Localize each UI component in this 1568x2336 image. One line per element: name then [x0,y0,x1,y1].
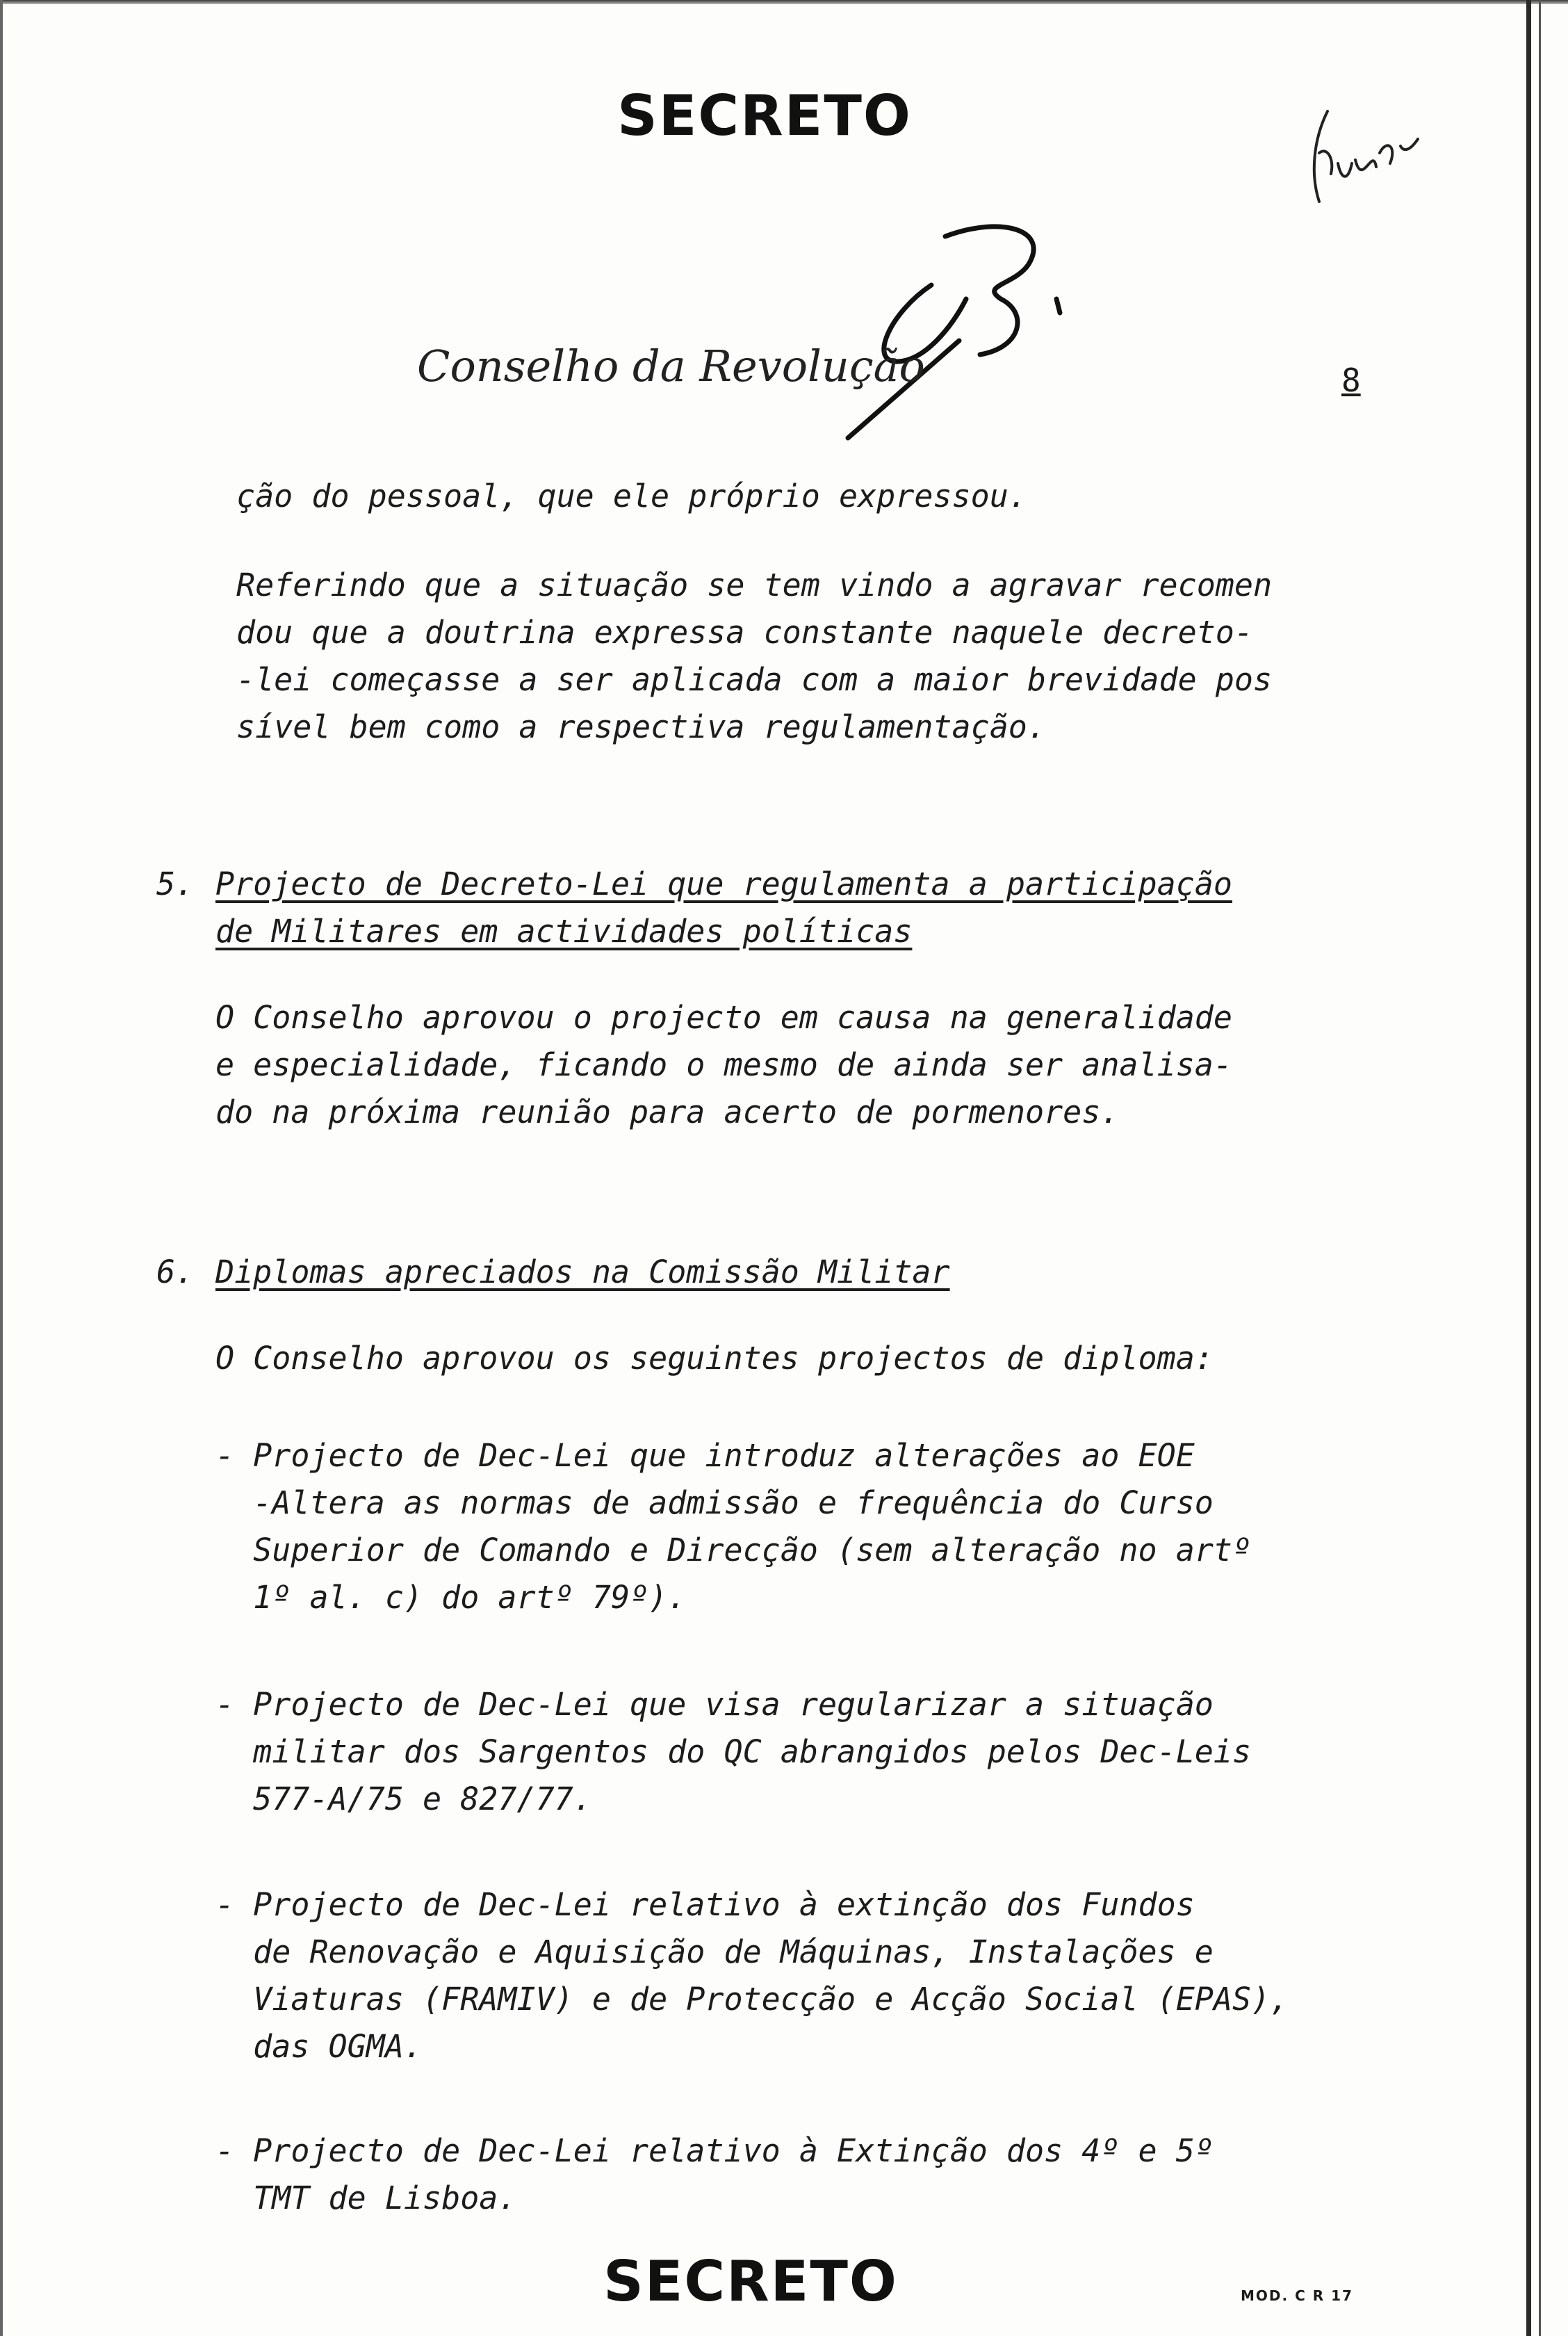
scan-edge-right-thin [1539,0,1541,2336]
scan-edge-top [0,0,1568,4]
scan-edge-left [0,0,3,2336]
item-title: Diplomas apreciados na Comissão Militar [215,1254,950,1290]
paragraph-line: -lei começasse a ser aplicada com a maior brevidade pos [236,661,1273,698]
item-number: 5. [156,866,195,902]
bullet-line: Superior de Comando e Direcção (sem alteração no artº [215,1532,1252,1568]
bullet-line: militar dos Sargentos do QC abrangidos pelos Dec-Leis [215,1733,1252,1770]
paragraph-line: Referindo que a situação se tem vindo a agravar recomen [236,567,1273,603]
classification-stamp-top: SECRETO [617,83,912,148]
continuation-line: ção do pessoal, que ele próprio expressou. [236,478,1027,514]
paragraph-line: dou que a doutrina expressa constante naquele decreto- [236,614,1253,651]
page-number: 8 [1341,362,1361,399]
bullet-line: 577-A/75 e 827/77. [215,1781,592,1817]
item-title: Projecto de Decreto-Lei que regulamenta a participação [215,866,1232,902]
signature [820,209,1112,459]
paragraph-line: sível bem como a respectiva regulamentação. [236,708,1046,745]
letterhead: Conselho da Revolução [417,341,925,391]
bullet-line: - Projecto de Dec-Lei relativo à Extinção dos 4º e 5º [215,2132,1214,2169]
handwritten-initials [1307,97,1432,216]
bullet-line: Viaturas (FRAMIV) e de Protecção e Acção Social (EPAS), [215,1981,1289,2018]
item-body-line: e especialidade, ficando o mesmo de ainda ser analisa- [215,1046,1232,1083]
bullet-line: -Altera as normas de admissão e frequência do Curso [215,1484,1214,1521]
bullet-line: TMT de Lisboa. [215,2180,517,2216]
item-number: 6. [156,1254,195,1290]
bullet-line: de Renovação e Aquisição de Máquinas, Instalações e [215,1933,1214,1970]
bullet-line: das OGMA. [215,2028,423,2065]
bullet-line: - Projecto de Dec-Lei que introduz alterações ao EOE [215,1437,1195,1474]
scan-edge-right [1526,0,1531,2336]
item-intro: O Conselho aprovou os seguintes projectos de diploma: [215,1340,1214,1377]
bullet-line: 1º al. c) do artº 79º). [215,1579,687,1616]
item-title: de Militares em actividades políticas [215,913,913,950]
classification-stamp-bottom: SECRETO [603,2249,898,2314]
item-body-line: do na próxima reunião para acerto de pormenores. [215,1094,1120,1130]
bullet-line: - Projecto de Dec-Lei que visa regularizar a situação [215,1686,1214,1723]
item-body-line: O Conselho aprovou o projecto em causa na generalidade [215,999,1232,1036]
form-code: MOD. C R 17 [1241,2287,1353,2304]
bullet-line: - Projecto de Dec-Lei relativo à extinção dos Fundos [215,1886,1195,1923]
